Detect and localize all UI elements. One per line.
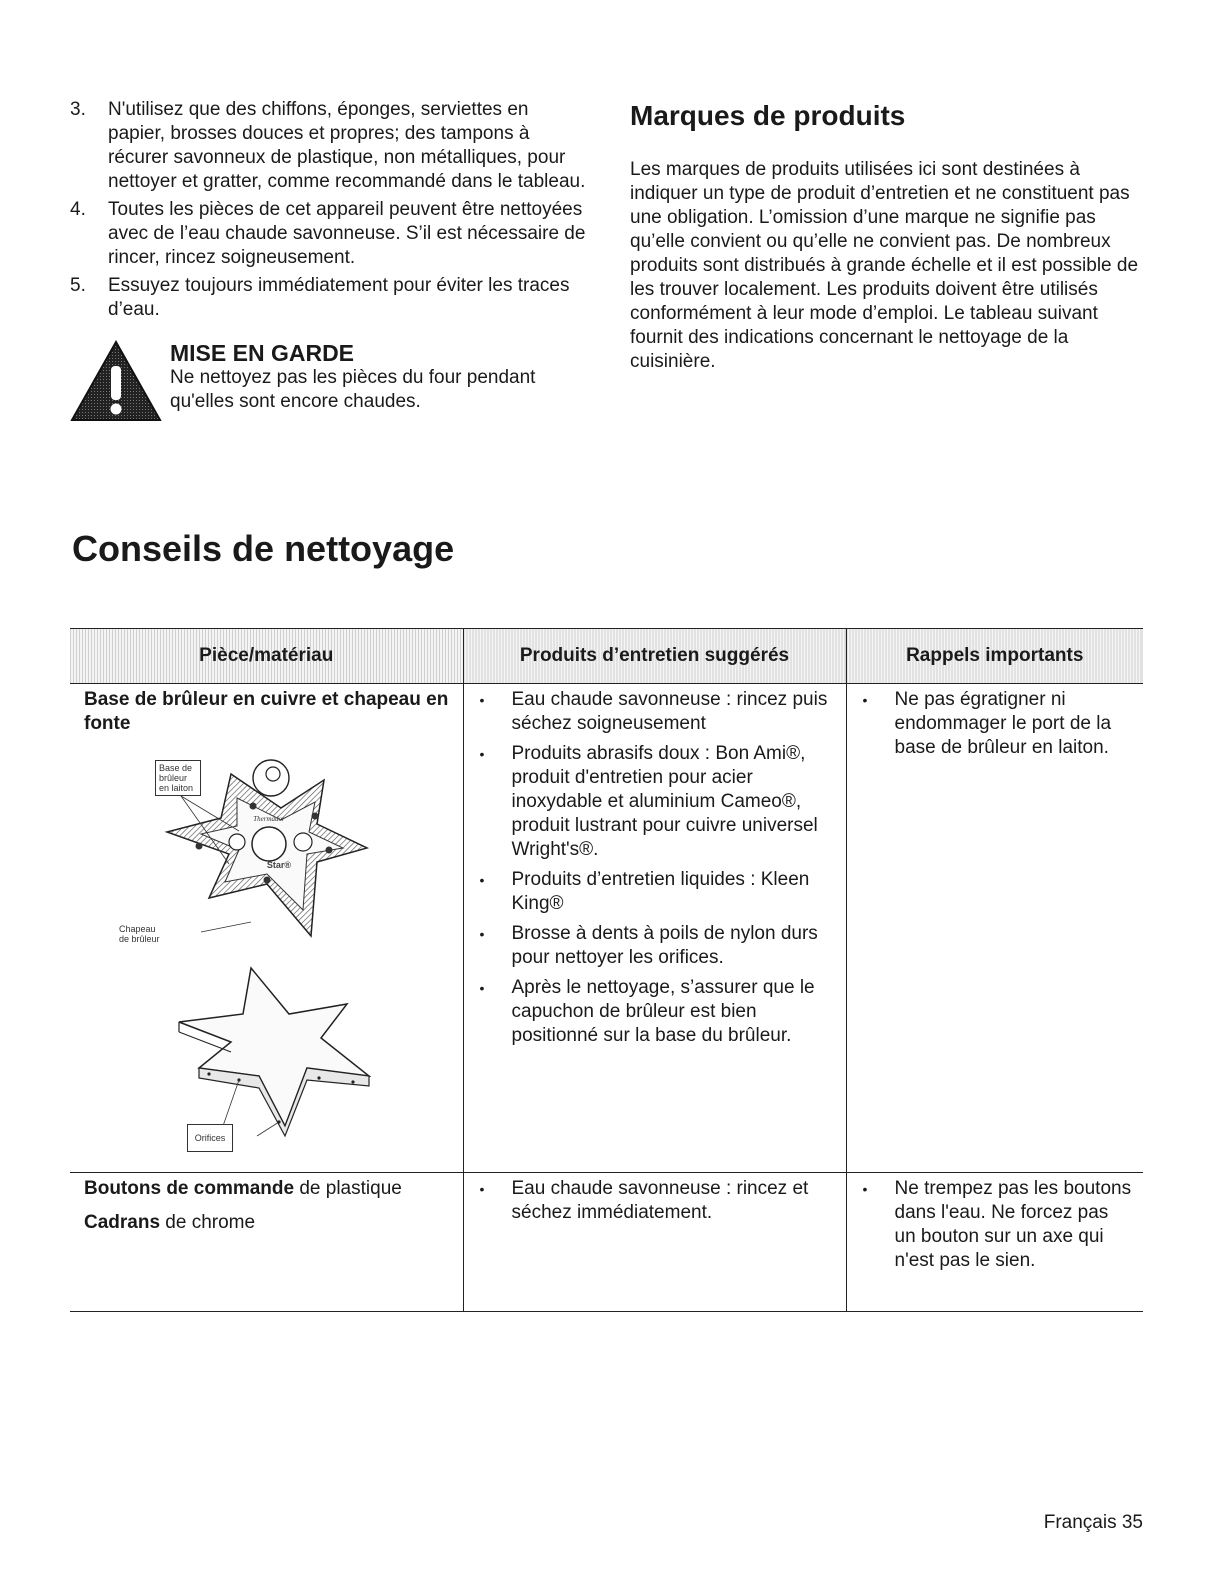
brands-paragraph: Les marques de produits utilisées ici sont destinées à indiquer un type de produit d’entretien et ne constituent pas une obligation. L’omission d’une marque ne signifie pas qu’elle convient ou qu’elle ne convient pas. De nombreux produits sont distribués à grande échelle et il est possible de les trouver localement. Les produits doivent être utilisés conformément à leur mode d’emploi. Le tableau suivant fournit des indications concernant le nettoyage de la cuisinière. [630,159,1139,372]
step-text: N'utilisez que des chiffons, éponges, serviettes en papier, brosses douces et propres; des tampons à récurer savonneux de plastique, non métalliques, pour nettoyer et gratter, comme recommandé dans le tableau. [108,99,586,192]
material-line [84,1211,453,1305]
brands-column [630,98,1150,374]
cap-label: Chapeau de brûleur [119,924,160,944]
table-row [70,1173,1143,1312]
page-footer: Français 35 [1043,1512,1143,1533]
reminders-list [859,688,1134,760]
material-line [84,1177,453,1201]
cleaning-table [70,628,1143,1312]
material-name: Base de brûleur en cuivre et chapeau en fonte [84,689,449,734]
table-header-row [70,629,1143,684]
cleaning-steps-list [70,98,590,322]
caution-text: Ne nettoyez pas les pièces du four pendant qu'elles sont encore chaudes. [170,367,536,412]
list-item: • Après le nettoyage, s’assurer que le capuchon de brûleur est bien positionné sur la base du brûleur. [476,976,836,1048]
material-detail: de chrome [160,1212,256,1233]
reminders-cell [846,684,1143,1173]
list-item: • Eau chaude savonneuse : rincez puis séchez soigneusement [476,688,836,736]
step-number: 3. [70,99,86,120]
list-item: • Brosse à dents à poils de nylon durs pour nettoyer les orifices. [476,922,836,970]
header-products: Produits d’entretien suggérés [463,629,846,684]
caution-box [70,340,590,430]
burner-illustration [139,746,439,1166]
step-number: 4. [70,199,86,220]
products-cell [463,684,846,1173]
orifices-label: Orifices [187,1124,233,1152]
step-item [70,98,590,194]
material-detail: de plastique [294,1178,402,1199]
warning-triangle-icon [70,340,162,422]
reminders-cell [846,1173,1143,1312]
header-material: Pièce/matériau [70,629,463,684]
reminders-list [859,1177,1134,1273]
thermador-logo-text: Thermador [253,815,285,823]
list-item: • Produits abrasifs doux : Bon Ami®, produit d'entretien pour acier inoxydable et aluminium Cameo®, produit lustrant pour cuivre universel Wright's®. [476,742,836,862]
products-list [476,688,836,1048]
material-name: Cadrans [84,1212,161,1233]
star-logo-text: Star® [266,860,292,870]
step-text: Toutes les pièces de cet appareil peuvent être nettoyées avec de l’eau chaude savonneuse. S’il est nécessaire de rincer, rincez soigneusement. [108,199,586,268]
list-item: • Produits d’entretien liquides : Kleen King® [476,868,836,916]
list-item: • Ne trempez pas les boutons dans l'eau. Ne forcez pas un bouton sur un axe qui n'est pas le sien. [859,1177,1134,1273]
material-name: Boutons de commande [84,1178,295,1199]
step-item [70,198,590,270]
caution-text-block [170,340,570,414]
caution-title: MISE EN GARDE [170,340,355,366]
products-list [476,1177,836,1225]
step-number: 5. [70,275,86,296]
burner-figure [119,746,439,1166]
step-item [70,274,590,322]
header-reminders: Rappels importants [846,629,1143,684]
base-label: Base de brûleur en laiton [155,760,201,796]
list-item: • Eau chaude savonneuse : rincez et séchez immédiatement. [476,1177,836,1225]
table-row [70,684,1143,1173]
instructions-column [70,98,590,430]
brands-heading: Marques de produits [630,100,906,131]
material-cell [70,1173,463,1312]
section-title: Conseils de nettoyage [72,528,455,569]
products-cell [463,1173,846,1312]
material-cell [70,684,463,1173]
step-text: Essuyez toujours immédiatement pour éviter les traces d’eau. [108,275,570,320]
list-item: • Ne pas égratigner ni endommager le port de la base de brûleur en laiton. [859,688,1134,760]
